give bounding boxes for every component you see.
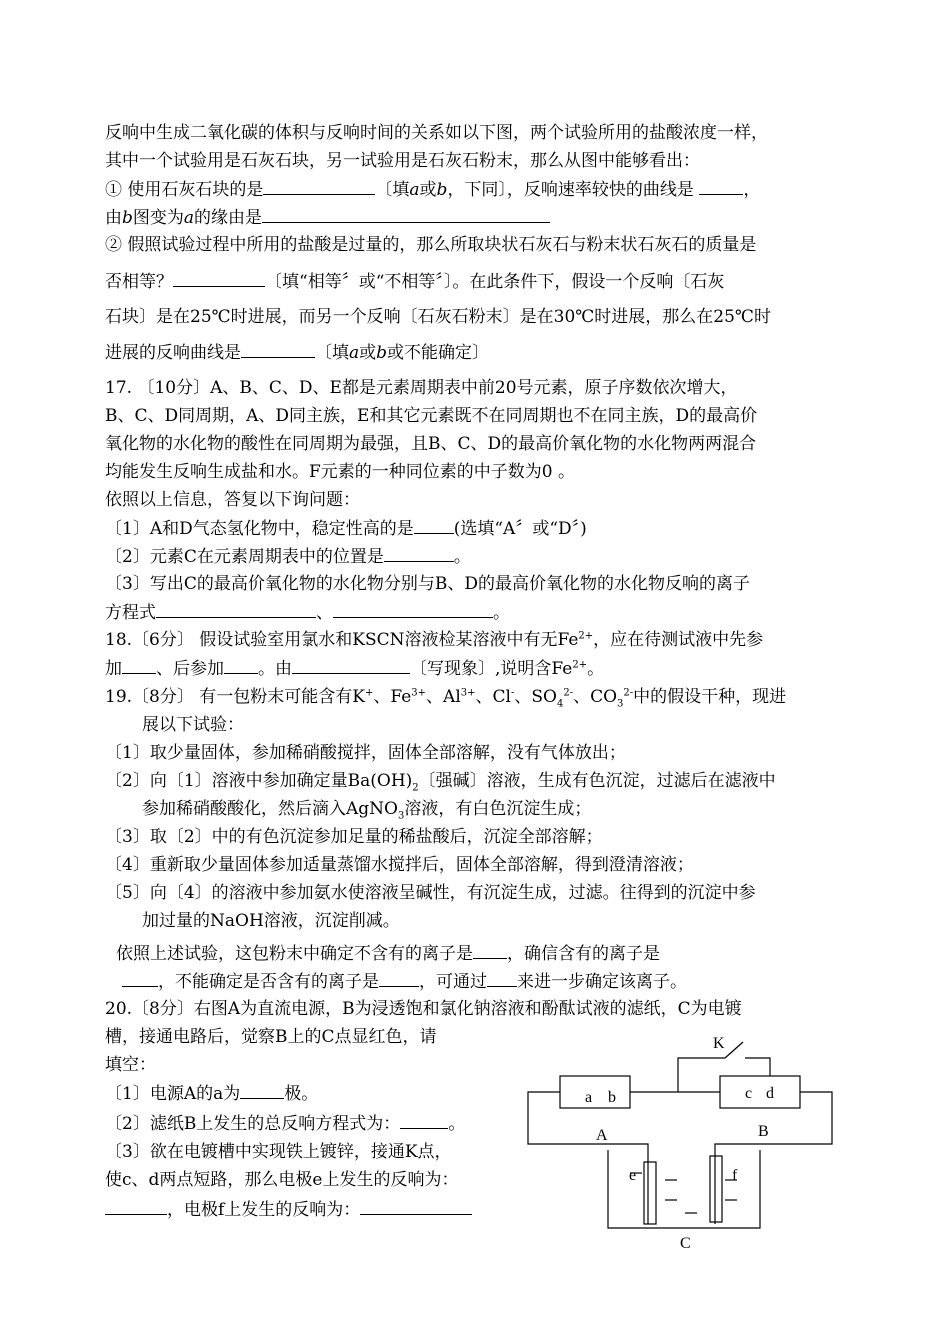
answer-blank[interactable] xyxy=(224,657,258,674)
text: 、CO xyxy=(573,687,618,707)
answer-blank[interactable] xyxy=(414,517,454,534)
q20-line-6: 〔3〕欲在电镀槽中实现铁上镀锌，接通K点， xyxy=(105,1142,452,1162)
superscript: - xyxy=(510,687,515,699)
subscript: 3 xyxy=(617,698,624,710)
q20-line-4 xyxy=(105,1082,318,1105)
answer-blank[interactable] xyxy=(400,1112,448,1129)
answer-blank[interactable] xyxy=(122,657,156,674)
q19-line-6: 〔3〕取〔2〕中的有色沉淀参加足量的稀盐酸后，沉淀全部溶解； xyxy=(105,827,603,847)
text: ，不能确定是否含有的离子是 xyxy=(158,972,379,992)
text: ，电极f上发生的反响为： xyxy=(167,1200,361,1220)
q19-line-11 xyxy=(122,970,687,993)
switch-k xyxy=(725,1042,743,1058)
text: 、SO xyxy=(514,687,557,707)
text: ， xyxy=(743,180,761,200)
text: 〔填 xyxy=(375,180,410,200)
text: 、 xyxy=(316,603,333,623)
label-d: d xyxy=(766,1085,774,1102)
text: 来进一步确定该离子。 xyxy=(517,972,687,992)
superscript: 2- xyxy=(623,687,634,699)
text: 。 xyxy=(453,547,471,567)
subscript: 4 xyxy=(556,698,564,710)
answer-blank[interactable] xyxy=(487,970,517,987)
label-B: B xyxy=(758,1123,769,1140)
q20-line-1: 20.〔8分〕右图A为直流电源，B为浸透饱和氯化钠溶液和酚酞试液的滤纸，C为电镀 xyxy=(105,999,742,1019)
answer-blank[interactable] xyxy=(292,657,410,674)
text: 〔1〕电源A的a为 xyxy=(105,1084,241,1104)
answer-blank[interactable] xyxy=(156,601,316,618)
answer-blank[interactable] xyxy=(173,270,265,287)
q16-line-4 xyxy=(105,206,550,229)
text: 〔2〕向〔1〕溶液中参加确定量Ba(OH) xyxy=(105,771,413,791)
q20-line-8 xyxy=(105,1198,472,1221)
q16-line-5: ② 假照试验过程中所用的盐酸是过量的，那么所取块状石灰石与粉末状石灰石的质量是 xyxy=(105,235,757,255)
left-outer-wire xyxy=(528,1092,648,1224)
q18-line-1 xyxy=(105,629,763,651)
text: (选填“A〞或“D〞) xyxy=(453,519,587,539)
superscript: 3+ xyxy=(411,687,427,699)
subscript: 3 xyxy=(397,810,405,822)
answer-blank[interactable] xyxy=(384,545,454,562)
q16-line-8 xyxy=(105,341,489,364)
text: 〔强碱〕溶液，生成有色沉淀，过滤后在滤液中 xyxy=(418,771,776,791)
text: 。 xyxy=(587,659,605,679)
text: 〔2〕元素C在元素周期表中的位置是 xyxy=(105,547,384,567)
text: b xyxy=(436,180,448,200)
text: 19.〔8分〕 有一包粉末可能含有K xyxy=(105,687,365,707)
text: 。 xyxy=(493,603,510,623)
q17-line-1: 17. 〔10分〕A、B、C、D、E都是元素周期表中前20号元素，原子序数依次增大， xyxy=(105,378,738,398)
superscript: 2- xyxy=(563,687,574,699)
q19-line-10 xyxy=(116,942,660,965)
plating-bath xyxy=(608,1150,760,1228)
top-right-wire xyxy=(765,1058,770,1076)
q16-line-6 xyxy=(105,270,724,293)
q20-line-3: 填空： xyxy=(105,1055,156,1075)
subscript: 2 xyxy=(412,782,419,794)
text: 由 xyxy=(105,208,122,228)
q17-line-5: 依照以上信息，答复以下询问题： xyxy=(105,490,360,510)
electrode-e xyxy=(644,1162,656,1224)
text: a xyxy=(349,343,360,363)
q19-line-8: 〔5〕向〔4〕的溶液中参加氨水使溶液呈碱性，有沉淀生成，过滤。往得到的沉淀中参 xyxy=(105,883,756,903)
text: ，可通过 xyxy=(419,972,487,992)
q17-line-7 xyxy=(105,545,471,568)
label-e: e xyxy=(629,1167,637,1184)
label-k: K xyxy=(713,1035,725,1052)
answer-blank[interactable] xyxy=(699,178,743,195)
answer-blank[interactable] xyxy=(262,206,550,223)
text: 〔填 xyxy=(315,343,349,363)
text: 中的假设干种，现进 xyxy=(633,687,787,707)
q17-line-2: B、C、D同周期，A、D同主族，E和其它元素既不在同周期也不在同主族，D的最高价 xyxy=(105,406,758,426)
answer-blank[interactable] xyxy=(240,1082,284,1099)
text: 、Fe xyxy=(373,687,412,707)
answer-blank[interactable] xyxy=(333,601,493,618)
answer-blank[interactable] xyxy=(105,1198,167,1215)
q19-line-1 xyxy=(105,686,786,708)
text: 〔2〕滤纸B上发生的总反响方程式为： xyxy=(105,1114,401,1134)
answer-blank[interactable] xyxy=(473,942,507,959)
text: a xyxy=(183,208,195,228)
filter-paper-box xyxy=(720,1076,800,1108)
label-A: A xyxy=(596,1127,608,1144)
text: b xyxy=(122,208,133,228)
q17-line-4: 均能发生反响生成盐和水。F元素的一种同位素的中子数为0 。 xyxy=(105,462,576,482)
label-b: b xyxy=(608,1089,616,1106)
q20-line-5 xyxy=(105,1112,465,1135)
text: 极。 xyxy=(284,1084,319,1104)
q19-line-9: 加过量的NaOH溶液，沉淀削减。 xyxy=(142,911,400,931)
q16-line-1: 反响中生成二氧化碳的体积与反响时间的关系如以下图，两个试验所用的盐酸浓度一样， xyxy=(105,123,768,143)
q17-line-3: 氧化物的水化物的酸性在同周期为最强，且B、C、D的最高价氧化物的水化物两两混合 xyxy=(105,434,757,454)
text: 、Cl xyxy=(475,687,511,707)
text: 溶液，有白色沉淀生成； xyxy=(404,799,592,819)
q18-line-2 xyxy=(105,657,604,680)
text: 参加稀硝酸酸化，然后滴入AgNO xyxy=(142,799,398,819)
text: 或 xyxy=(359,343,377,363)
q19-line-4 xyxy=(105,770,776,792)
text: 。由 xyxy=(258,659,292,679)
q16-line-3 xyxy=(105,178,760,201)
answer-blank[interactable] xyxy=(360,1198,472,1215)
text: 〔1〕A和D气态氢化物中，稳定性高的是 xyxy=(105,519,414,539)
label-C: C xyxy=(680,1235,691,1252)
text: ① 使用石灰石块的是 xyxy=(105,180,264,200)
text: 的缘由是 xyxy=(194,208,263,228)
text: ，应在待测试液中先参 xyxy=(593,630,764,650)
circuit-diagram xyxy=(520,1028,860,1258)
label-f: f xyxy=(732,1167,738,1184)
power-source-box xyxy=(560,1076,630,1108)
top-wire xyxy=(678,1058,725,1068)
text: ，确信含有的离子是 xyxy=(507,944,660,964)
answer-blank[interactable] xyxy=(241,341,315,358)
q20-line-2: 槽，接通电路后，觉察B上的C点显红色，请 xyxy=(105,1027,437,1047)
q17-line-8: 〔3〕写出C的最高价氧化物的水化物分别与B、D的最高价氧化物的水化物反响的离子 xyxy=(105,574,750,594)
answer-blank[interactable] xyxy=(122,970,158,987)
text: 、后参加 xyxy=(156,659,224,679)
text: 或 xyxy=(419,180,437,200)
q16-line-2: 其中一个试验用是石灰石块，另一试验用是石灰石粉末，那么从图中能够看出： xyxy=(105,151,700,171)
text: 。 xyxy=(448,1114,466,1134)
answer-blank[interactable] xyxy=(379,970,419,987)
text: 加 xyxy=(105,659,122,679)
electrode-f xyxy=(710,1156,722,1222)
label-c: c xyxy=(745,1085,753,1102)
q16-line-7: 石块〕是在25℃时进展，而另一个反响〔石灰石粉末〕是在30℃时进展，那么在25℃时 xyxy=(105,307,771,327)
text: b xyxy=(376,343,388,363)
q19-line-3: 〔1〕取少量固体，参加稀硝酸搅拌，固体全部溶解，没有气体放出； xyxy=(105,743,626,763)
q20-line-7: 使c、d两点短路，那么电极e上发生的反响为： xyxy=(105,1170,459,1190)
text: ，下同〕，反响速率较快的曲线是 xyxy=(447,180,694,200)
text: 方程式 xyxy=(105,603,156,623)
superscript: 2+ xyxy=(578,630,594,642)
label-a: a xyxy=(585,1089,593,1106)
superscript: + xyxy=(364,687,374,699)
text: 图变为 xyxy=(132,208,184,228)
text: 〔写现象〕,说明含Fe xyxy=(410,659,573,679)
q19-line-5 xyxy=(142,798,591,820)
text: 〔填“相等〞或“不相等〞〕。在此条件下，假设一个反响〔石灰 xyxy=(265,272,725,292)
q17-line-9 xyxy=(105,601,510,624)
text: 进展的反响曲线是 xyxy=(105,343,241,363)
superscript: 2+ xyxy=(572,659,588,671)
text: 、Al xyxy=(426,687,461,707)
q17-line-6 xyxy=(105,517,587,540)
text: 或不能确定〕 xyxy=(387,343,490,363)
q19-line-2: 展以下试验： xyxy=(142,715,244,735)
q19-line-7: 〔4〕重新取少量固体参加适量蒸馏水搅拌后，固体全部溶解，得到澄清溶液； xyxy=(105,855,694,875)
text: a xyxy=(409,180,420,200)
superscript: 3+ xyxy=(460,687,476,699)
text: 依照上述试验，这包粉末中确定不含有的离子是 xyxy=(116,944,473,964)
answer-blank[interactable] xyxy=(263,178,375,195)
text: 18.〔6分〕 假设试验室用氯水和KSCN溶液检某溶液中有无Fe xyxy=(105,630,579,650)
right-outer-wire xyxy=(715,1092,832,1224)
text: 否相等？ xyxy=(105,272,173,292)
